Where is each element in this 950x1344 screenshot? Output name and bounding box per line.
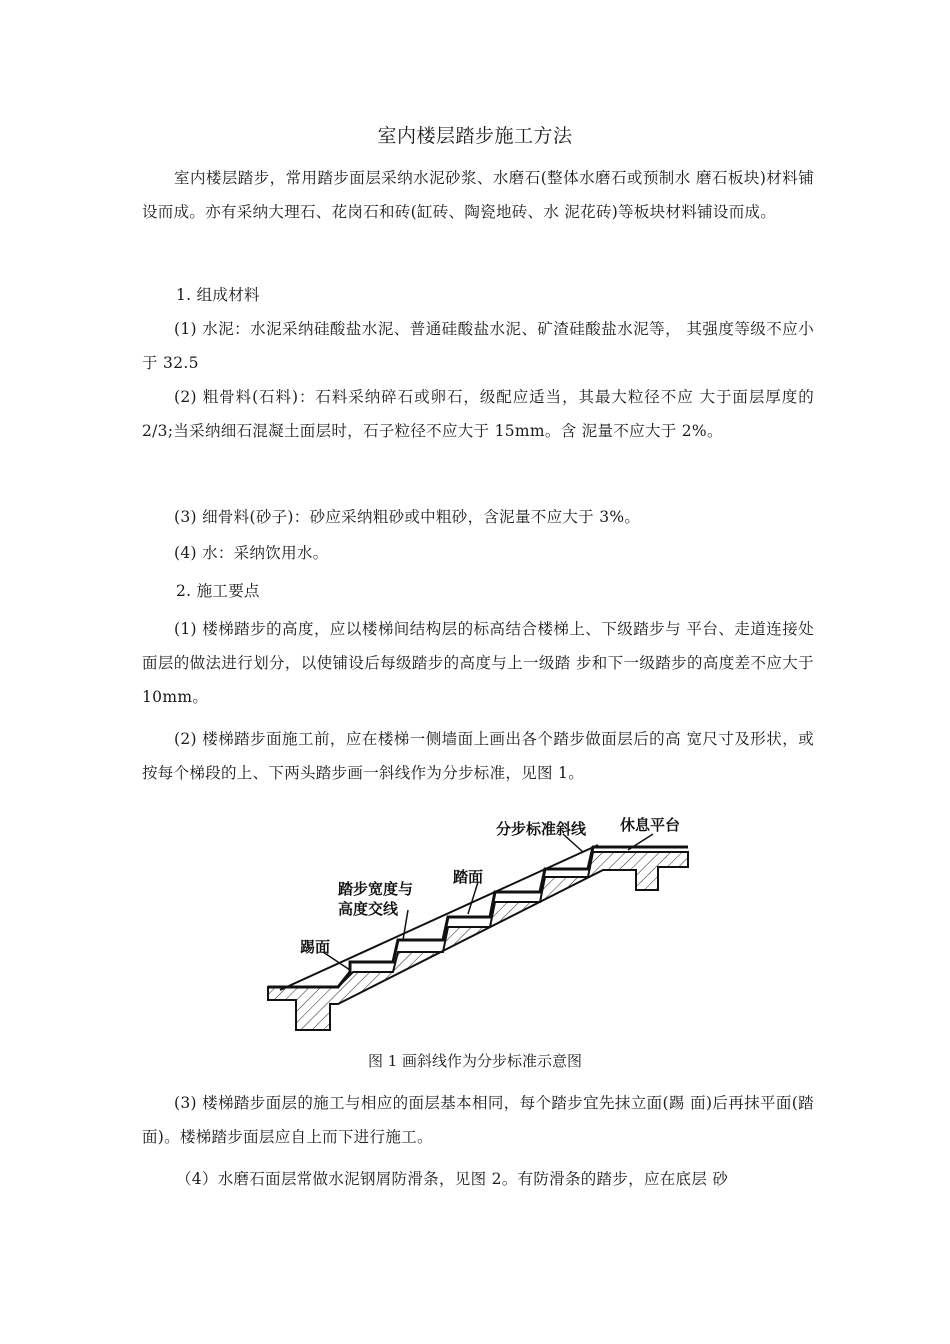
intersect-label-line1: 踏步宽度与 (338, 880, 414, 898)
section-heading-materials: 1. 组成材料 (176, 286, 260, 304)
construction-item-2: (2) 楼梯踏步面施工前，应在楼梯一侧墙面上画出各个踏步做面层后的高 宽尺寸及形状，或按每个梯段的上、下两头踏步画一斜线作为分步标准，见图 1。 (142, 730, 814, 782)
material-item-water: (4) 水：采纳饮用水。 (174, 544, 329, 562)
material-item-fine-aggregate: (3) 细骨料(砂子)：砂应采纳粗砂或中粗砂，含泥量不应大于 3%。 (174, 508, 641, 526)
material-item-coarse-aggregate: (2) 粗骨料(石料)：石料采纳碎石或卵石，级配应适当，其最大粒径不应 大于面层厚度的 2/3;当采纳细石混凝土面层时，石子粒径不应大于 15mm。含 泥量不应大于 2%。 (142, 388, 814, 440)
section-heading-construction: 2. 施工要点 (176, 582, 260, 600)
landing-label: 休息平台 (620, 816, 681, 834)
figure-caption: 图 1 画斜线作为分步标准示意图 (367, 1052, 583, 1070)
construction-item-3: (3) 楼梯踏步面层的施工与相应的面层基本相同，每个踏步宜先抹立面(踢 面)后再抹平面(踏面)。楼梯踏步面层应自上而下进行施工。 (142, 1094, 814, 1146)
intersect-label-line2: 高度交线 (338, 900, 399, 918)
construction-item-1: (1) 楼梯踏步的高度，应以楼梯间结构层的标高结合楼梯上、下级踏步与 平台、走道连接处面层的做法进行划分，以使铺设后每级踏步的高度与上一级踏 步和下一级踏步的高度差不应大于 10mm。 (142, 620, 814, 706)
diagonal-reference-line (280, 845, 598, 990)
stair-diagram-figure (258, 812, 698, 1048)
page-title: 室内楼层踏步施工方法 (377, 125, 573, 147)
tread-label: 踏面 (453, 868, 484, 886)
intro-paragraph: 室内楼层踏步，常用踏步面层采纳水泥砂浆、水磨石(整体水磨石或预制水 磨石板块)材料铺设而成。亦有采纳大理石、花岗石和砖(缸砖、陶瓷地砖、水 泥花砖)等板块材料铺设而成。 (142, 169, 814, 221)
construction-item-4: （4）水磨石面层常做水泥钢屑防滑条，见图 2。有防滑条的踏步，应在底层 砂 (176, 1170, 729, 1188)
diagonal-line-label: 分步标准斜线 (496, 820, 587, 838)
riser-label: 踢面 (300, 938, 331, 956)
material-item-cement: (1) 水泥：水泥采纳硅酸盐水泥、普通硅酸盐水泥、矿渣硅酸盐水泥等， 其强度等级不应小于 32.5 (142, 320, 814, 372)
